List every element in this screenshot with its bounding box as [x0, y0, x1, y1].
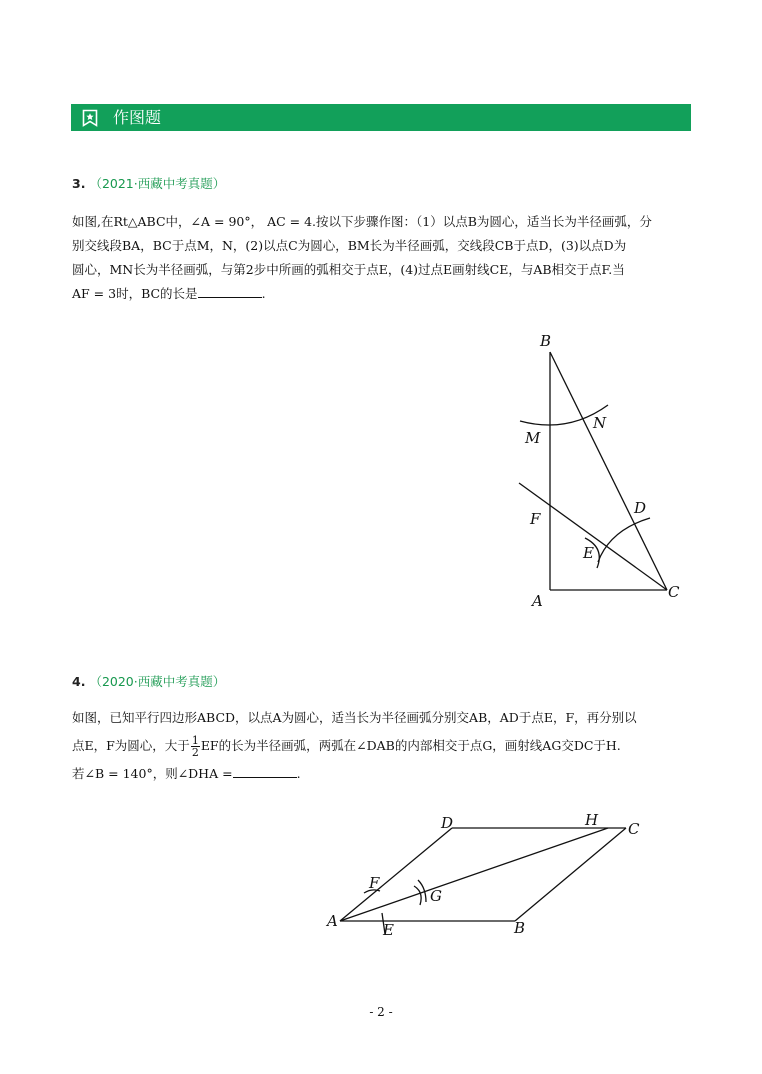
question-number: 3. [72, 176, 86, 191]
point-label: E [583, 544, 594, 562]
page-number: - 2 - [369, 1005, 393, 1019]
question-text-fragment: AF = 3时，BC的长是 [72, 286, 198, 301]
question-text-fragment: . [296, 766, 301, 781]
parallelogram-figure [325, 805, 645, 945]
point-label: D [441, 814, 454, 832]
question-text-fragment: 点E，F为圆心，大于 [72, 738, 190, 753]
point-label: A [532, 592, 543, 610]
point-label: M [525, 429, 541, 447]
question-text-line: 别交线段BA，BC于点M，N，(2)以点C为圆心，BM长为半径画弧，交线段CB于点D，(3)以点D为 [72, 238, 627, 253]
point-label: A [327, 912, 338, 930]
question-text-fragment: EF的长为半径画弧，两弧在∠DAB的内部相交于点G，画射线AG交DC于H. [200, 738, 621, 753]
question-text-line: 如图,在Rt△ABC中，∠A = 90°， AC = 4.按以下步骤作图：（1）以点B为圆心，适当长为半径画弧，分 [72, 214, 652, 229]
question-4-text [72, 706, 692, 786]
point-label: F [530, 510, 541, 528]
point-label: F [369, 874, 380, 892]
question-text-line [72, 282, 692, 306]
question-3-header [72, 174, 225, 192]
point-label: E [383, 921, 394, 939]
point-label: D [634, 499, 647, 517]
question-source: （2021·西藏中考真题） [89, 176, 226, 191]
point-label: C [668, 583, 680, 601]
section-title: 作图题 [113, 108, 162, 127]
question-text-fragment: . [261, 286, 266, 301]
answer-blank [233, 765, 297, 778]
question-4-header [72, 672, 225, 690]
question-text-line: 如图，已知平行四边形ABCD，以点A为圆心，适当长为半径画弧分别交AB，AD于点E，F，再分别以 [72, 710, 637, 725]
question-text-line [72, 730, 692, 762]
point-label: C [628, 820, 640, 838]
point-label: B [514, 919, 526, 937]
point-label: B [540, 332, 552, 350]
question-number: 4. [72, 674, 86, 689]
answer-blank [198, 285, 262, 298]
section-header-bar [71, 104, 691, 131]
point-label: G [430, 887, 442, 905]
fraction-denominator: 2 [191, 746, 199, 759]
question-source: （2020·西藏中考真题） [89, 674, 226, 689]
question-text-line [72, 762, 692, 786]
question-3-text [72, 210, 692, 306]
star-bookmark-icon [82, 109, 98, 127]
fraction-numerator: 1 [191, 734, 199, 747]
triangle-figure [505, 325, 705, 615]
point-label: H [585, 811, 599, 829]
point-label: N [593, 414, 607, 432]
question-text-line: 圆心，MN长为半径画弧，与第2步中所画的弧相交于点E，(4)过点E画射线CE，与AB相交于点F.当 [72, 262, 625, 277]
fraction [191, 735, 200, 758]
question-text-fragment: 若∠B = 140°，则∠DHA = [72, 766, 233, 781]
